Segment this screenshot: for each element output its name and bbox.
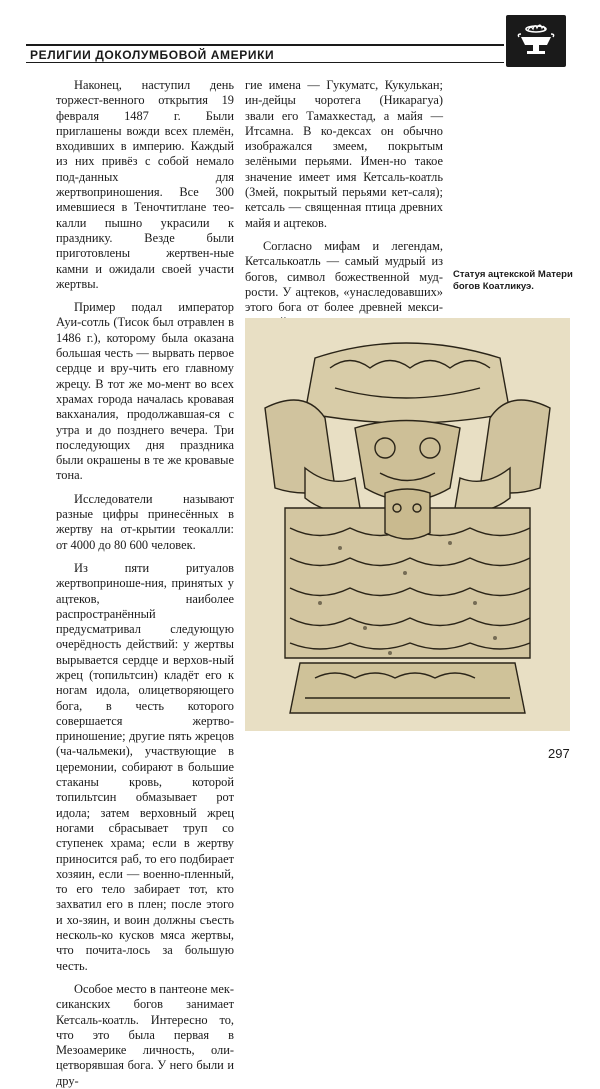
paragraph: гие имена — Гукуматс, Кукулькан; ин-дейцы чоротега (Никарагуа) звали его Тамахкестад, а майя — Итсамна. В ко-дексах он обычно изображался змеем, покрытым зелёными перьями. Имен-но такое значение имеет имя Кетсаль-коатль (Змей, покрытый перьями кет-саля); кетсаль — священная птица древних майя и ацтеков. [245,78,443,230]
paragraph: Особое место в пантеоне мек-сиканских богов занимает Кетсаль-коатль. Интересно то, что это была первая в Мезоамерике личность, оли-цетворявшая бога. У него были и дру- [56,981,234,1088]
figure-caption: Статуя ацтекской Матери богов Коатликуэ. [453,269,573,292]
header-top-rule [26,44,504,46]
paragraph: Из пяти ритуалов жертвоприноше-ния, принятых у ацтеков, наиболее распространённый предусматривал следующую очерёдность действий: у жертвы вырывается сердце и верхов-ный жрец (топильтсин) кладёт его к ногам идола, олицетворяющего бога, в честь которого совершается жертво-приношение; другие пять жрецов (ча-чальмеки), участвующие в церемонии, собирают в большие стаканы кровь, которой топильтсин обмазывает рот идола; затем верховный жрец ногами сбрасывает труп со ступенек храма; если в жертву приносится раб, то его подбирает хозяин, если — военно-пленный, то его тело забирает тот, кто захватил его в плен; после этого и хо-зяин, и воин должны съесть несколь-ко кусков мяса жертвы, что почита-лось за большую честь. [56,560,234,973]
page-number: 297 [548,746,570,761]
paragraph: Исследователи называют разные цифры принесённых в жертву на от-крытии теокалли: от 4000 до 80 600 человек. [56,491,234,552]
paragraph: Наконец, наступил день торжест-венного открытия 19 февраля 1487 г. Были приглашены вожди всех племён, входивших в империю. Каждый из них привёз с собой немало под-данных для жертвоприношения. Все 300 имевшиеся в Теночтитлане тео-калли пышно украсили к празднику. Везде были приготовлены жертвен-ные камни и ожидали своей участи жертвы. [56,78,234,291]
paragraph: Согласно мифам и легендам, Кетсалькоатль — самый мудрый из богов, символ божественной муд-рости. У ацтеков, «унаследовавших» этого бога от более древней мекси- [245,238,443,315]
coatlicue-statue-illustration [245,318,570,731]
running-header-title: РЕЛИГИИ ДОКОЛУМБОВОЙ АМЕРИКИ [30,48,275,62]
paragraph: Пример подал император Ауи-сотль (Тисок был отравлен в 1486 г.), которому была оказана большая честь — вырвать первое сердце и вру-чить его главному жрецу. В тот же мо-мент во всех храмах города началась кровавая вакханалия, продолжавшая-ся с утра и до позднего вечера. Три последующих дня праздника были окрашены в те же кровавые тона. [56,300,234,483]
header-bottom-rule [26,62,504,63]
left-text-column [56,78,234,1089]
brazier-icon [506,15,566,67]
